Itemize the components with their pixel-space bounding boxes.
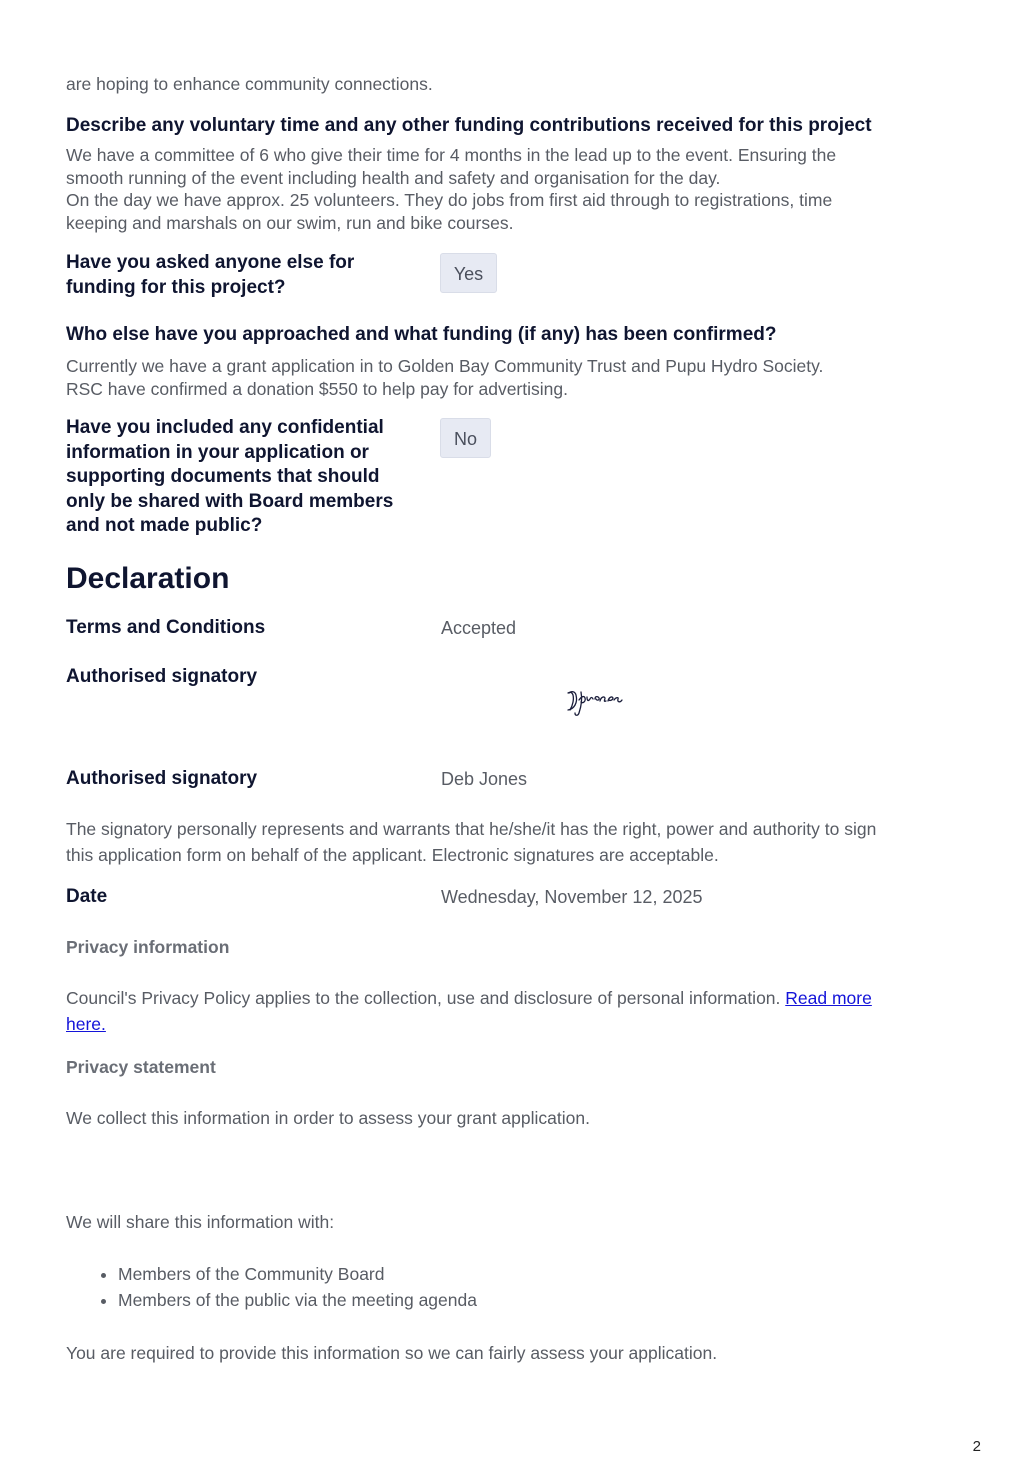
list-item: • Members of the Community Board — [118, 1261, 477, 1287]
asked-funding-answer-badge: Yes — [440, 253, 497, 293]
confidential-question: Have you included any confidential information in your application or supporting documents that should only be shared with Board members and not made public? — [66, 417, 394, 536]
signatory-name-label: Authorised signatory — [66, 768, 258, 789]
collect-text: We collect this information in order to assess your grant application. — [66, 1108, 590, 1128]
voluntary-answer-line: keeping and marshals on our swim, run and bike courses. — [66, 212, 514, 233]
handwritten-signature — [564, 683, 624, 719]
voluntary-answer-line: On the day we have approx. 25 volunteers. They do jobs from first aid through to registrations, time — [66, 190, 833, 210]
declaration-heading: Declaration — [66, 562, 230, 595]
page-number: 2 — [972, 1438, 981, 1455]
approached-answer — [66, 355, 823, 400]
share-list — [66, 1261, 477, 1313]
voluntary-answer-line: smooth running of the event including health and safety and organisation for the day. — [66, 167, 721, 188]
voluntary-answer — [66, 144, 836, 234]
privacy-statement-heading: Privacy statement — [66, 1057, 216, 1077]
date-value: Wednesday, November 12, 2025 — [441, 887, 703, 907]
voluntary-question: Describe any voluntary time and any other funding contributions received for this project — [66, 115, 872, 136]
terms-label: Terms and Conditions — [66, 617, 266, 638]
warranty-text — [66, 816, 876, 868]
warranty-line: this application form on behalf of the applicant. Electronic signatures are acceptable. — [66, 845, 719, 865]
voluntary-answer-line: We have a committee of 6 who give their time for 4 months in the lead up to the event. Ensuring the — [66, 145, 837, 165]
read-more-link-text-cont[interactable]: here. — [66, 1014, 106, 1034]
date-label: Date — [66, 886, 108, 907]
privacy-info-heading: Privacy information — [66, 937, 230, 957]
share-text: We will share this information with: — [66, 1212, 335, 1232]
approached-answer-line: Currently we have a grant application in to Golden Bay Community Trust and Pupu Hydro Society. — [66, 356, 824, 376]
required-text: You are required to provide this information so we can fairly assess your application. — [66, 1343, 718, 1363]
signatory-name-value: Deb Jones — [441, 769, 528, 789]
signature-label: Authorised signatory — [66, 666, 258, 687]
intro-tail-text: are hoping to enhance community connections. — [66, 74, 433, 94]
privacy-policy-text — [66, 985, 966, 1037]
approached-question: Who else have you approached and what funding (if any) has been confirmed? — [66, 324, 777, 345]
privacy-policy-sentence: Council's Privacy Policy applies to the collection, use and disclosure of personal information. — [66, 988, 786, 1008]
terms-value: Accepted — [441, 618, 517, 638]
warranty-line: The signatory personally represents and warrants that he/she/it has the right, power and authority to sign — [66, 819, 877, 839]
confidential-answer-badge: No — [440, 418, 491, 458]
approached-answer-line: RSC have confirmed a donation $550 to help pay for advertising. — [66, 378, 568, 399]
asked-funding-question: Have you asked anyone else for funding for this project? — [66, 252, 355, 298]
list-item: • Members of the public via the meeting agenda — [118, 1287, 477, 1313]
signature-image — [564, 683, 624, 724]
read-more-link-text[interactable]: Read more — [785, 988, 872, 1008]
